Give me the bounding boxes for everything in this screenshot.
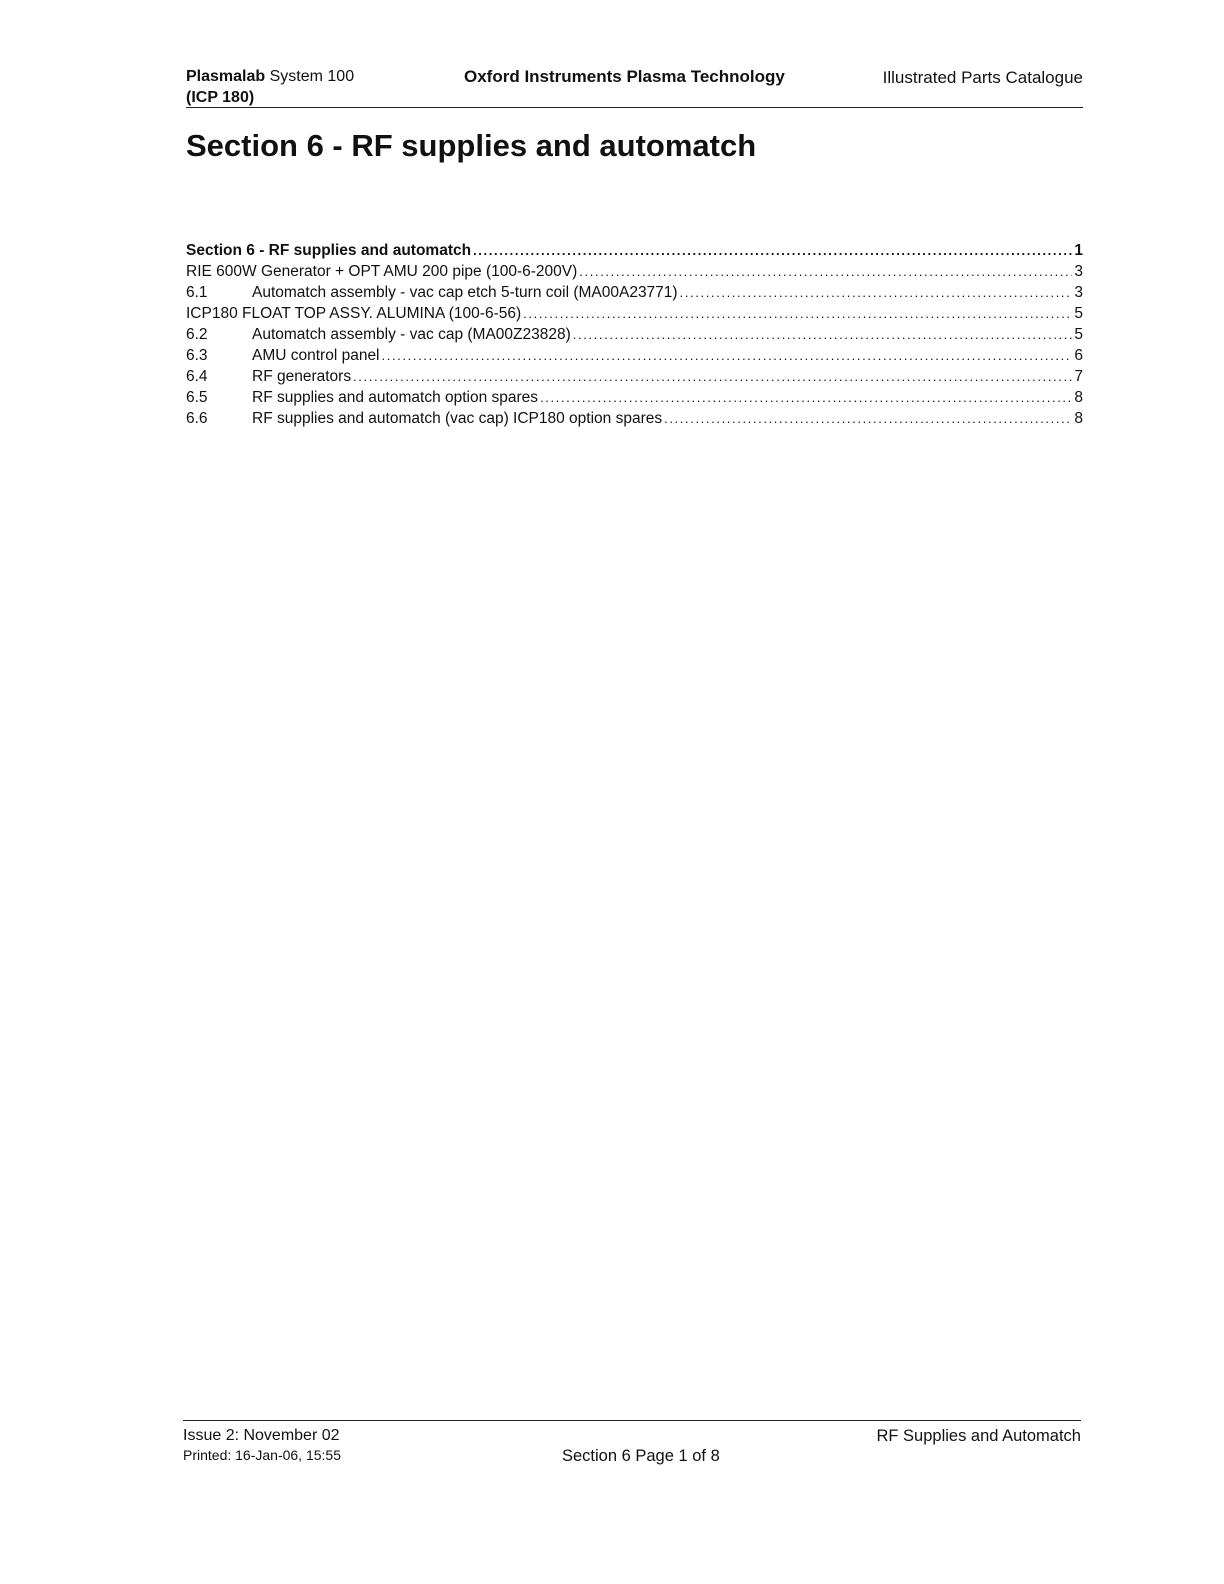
toc-entry[interactable] [186,366,1083,387]
toc-leader-dots [382,345,1073,366]
toc-entry-number: 6.6 [186,410,208,427]
toc-entry-page: 5 [1074,326,1083,343]
toc-entry-number: 6.1 [186,284,208,301]
toc-leader-dots [664,408,1072,429]
printed-date: Printed: 16-Jan-06, 15:55 [183,1447,341,1463]
toc-entry-number: 6.3 [186,347,208,364]
company-name: Oxford Instruments Plasma Technology [464,67,785,86]
product-model: (ICP 180) [186,89,255,106]
toc-entry[interactable] [186,345,1083,366]
toc-leader-dots [579,261,1072,282]
toc-entry-page: 3 [1074,284,1083,301]
toc-leader-dots [540,387,1072,408]
toc-entry[interactable] [186,387,1083,408]
toc-leader-dots [473,240,1072,261]
toc-entry-number: 6.4 [186,368,208,385]
page-header [186,66,1083,110]
toc-leader-dots [680,282,1073,303]
toc-entry-title: Automatch assembly - vac cap etch 5-turn coil (MA00A23771) [252,284,678,301]
toc-leader-dots [573,324,1073,345]
product-name: Plasmalab [186,68,266,85]
footer-divider [183,1420,1081,1421]
toc-entry[interactable] [186,282,1083,303]
toc-leader-dots [353,366,1072,387]
page-footer [183,1420,1081,1470]
toc-entry-page: 5 [1074,305,1083,322]
toc-entry-number: 6.2 [186,326,208,343]
toc-entry-title: RF generators [252,368,352,385]
document-type: Illustrated Parts Catalogue [882,68,1083,87]
toc-entry[interactable] [186,261,1083,282]
toc-entry-page: 8 [1074,410,1083,427]
toc-entry-number: 6.5 [186,389,208,406]
toc-entry-page: 7 [1074,368,1083,385]
header-divider [186,107,1083,108]
toc-entry[interactable] [186,324,1083,345]
header-product [186,66,354,108]
toc-leader-dots [523,303,1072,324]
product-system: System 100 [265,68,355,85]
page-title: Section 6 - RF supplies and automatch [186,128,757,163]
footer-section-name: RF Supplies and Automatch [876,1427,1081,1445]
toc-entry-page: 8 [1074,389,1083,406]
issue-info: Issue 2: November 02 [183,1427,340,1444]
toc-entry-title: RF supplies and automatch option spares [252,389,539,406]
toc-entry-title: AMU control panel [252,347,380,364]
toc-entry[interactable] [186,240,1083,261]
toc-entry-title: ICP180 FLOAT TOP ASSY. ALUMINA (100-6-56) [186,305,522,322]
toc-entry-page: 3 [1074,263,1083,280]
toc-entry-page: 6 [1074,347,1083,364]
toc-entry-page: 1 [1074,242,1083,259]
toc-entry[interactable] [186,303,1083,324]
page-number: Section 6 Page 1 of 8 [562,1447,720,1465]
toc-entry-title: Automatch assembly - vac cap (MA00Z23828) [252,326,571,343]
toc-entry-title: RIE 600W Generator + OPT AMU 200 pipe (100-6-200V) [186,263,578,280]
table-of-contents [186,240,1083,429]
toc-entry-title: RF supplies and automatch (vac cap) ICP180 option spares [252,410,663,427]
toc-entry[interactable] [186,408,1083,429]
toc-entry-title: Section 6 - RF supplies and automatch [186,242,472,259]
